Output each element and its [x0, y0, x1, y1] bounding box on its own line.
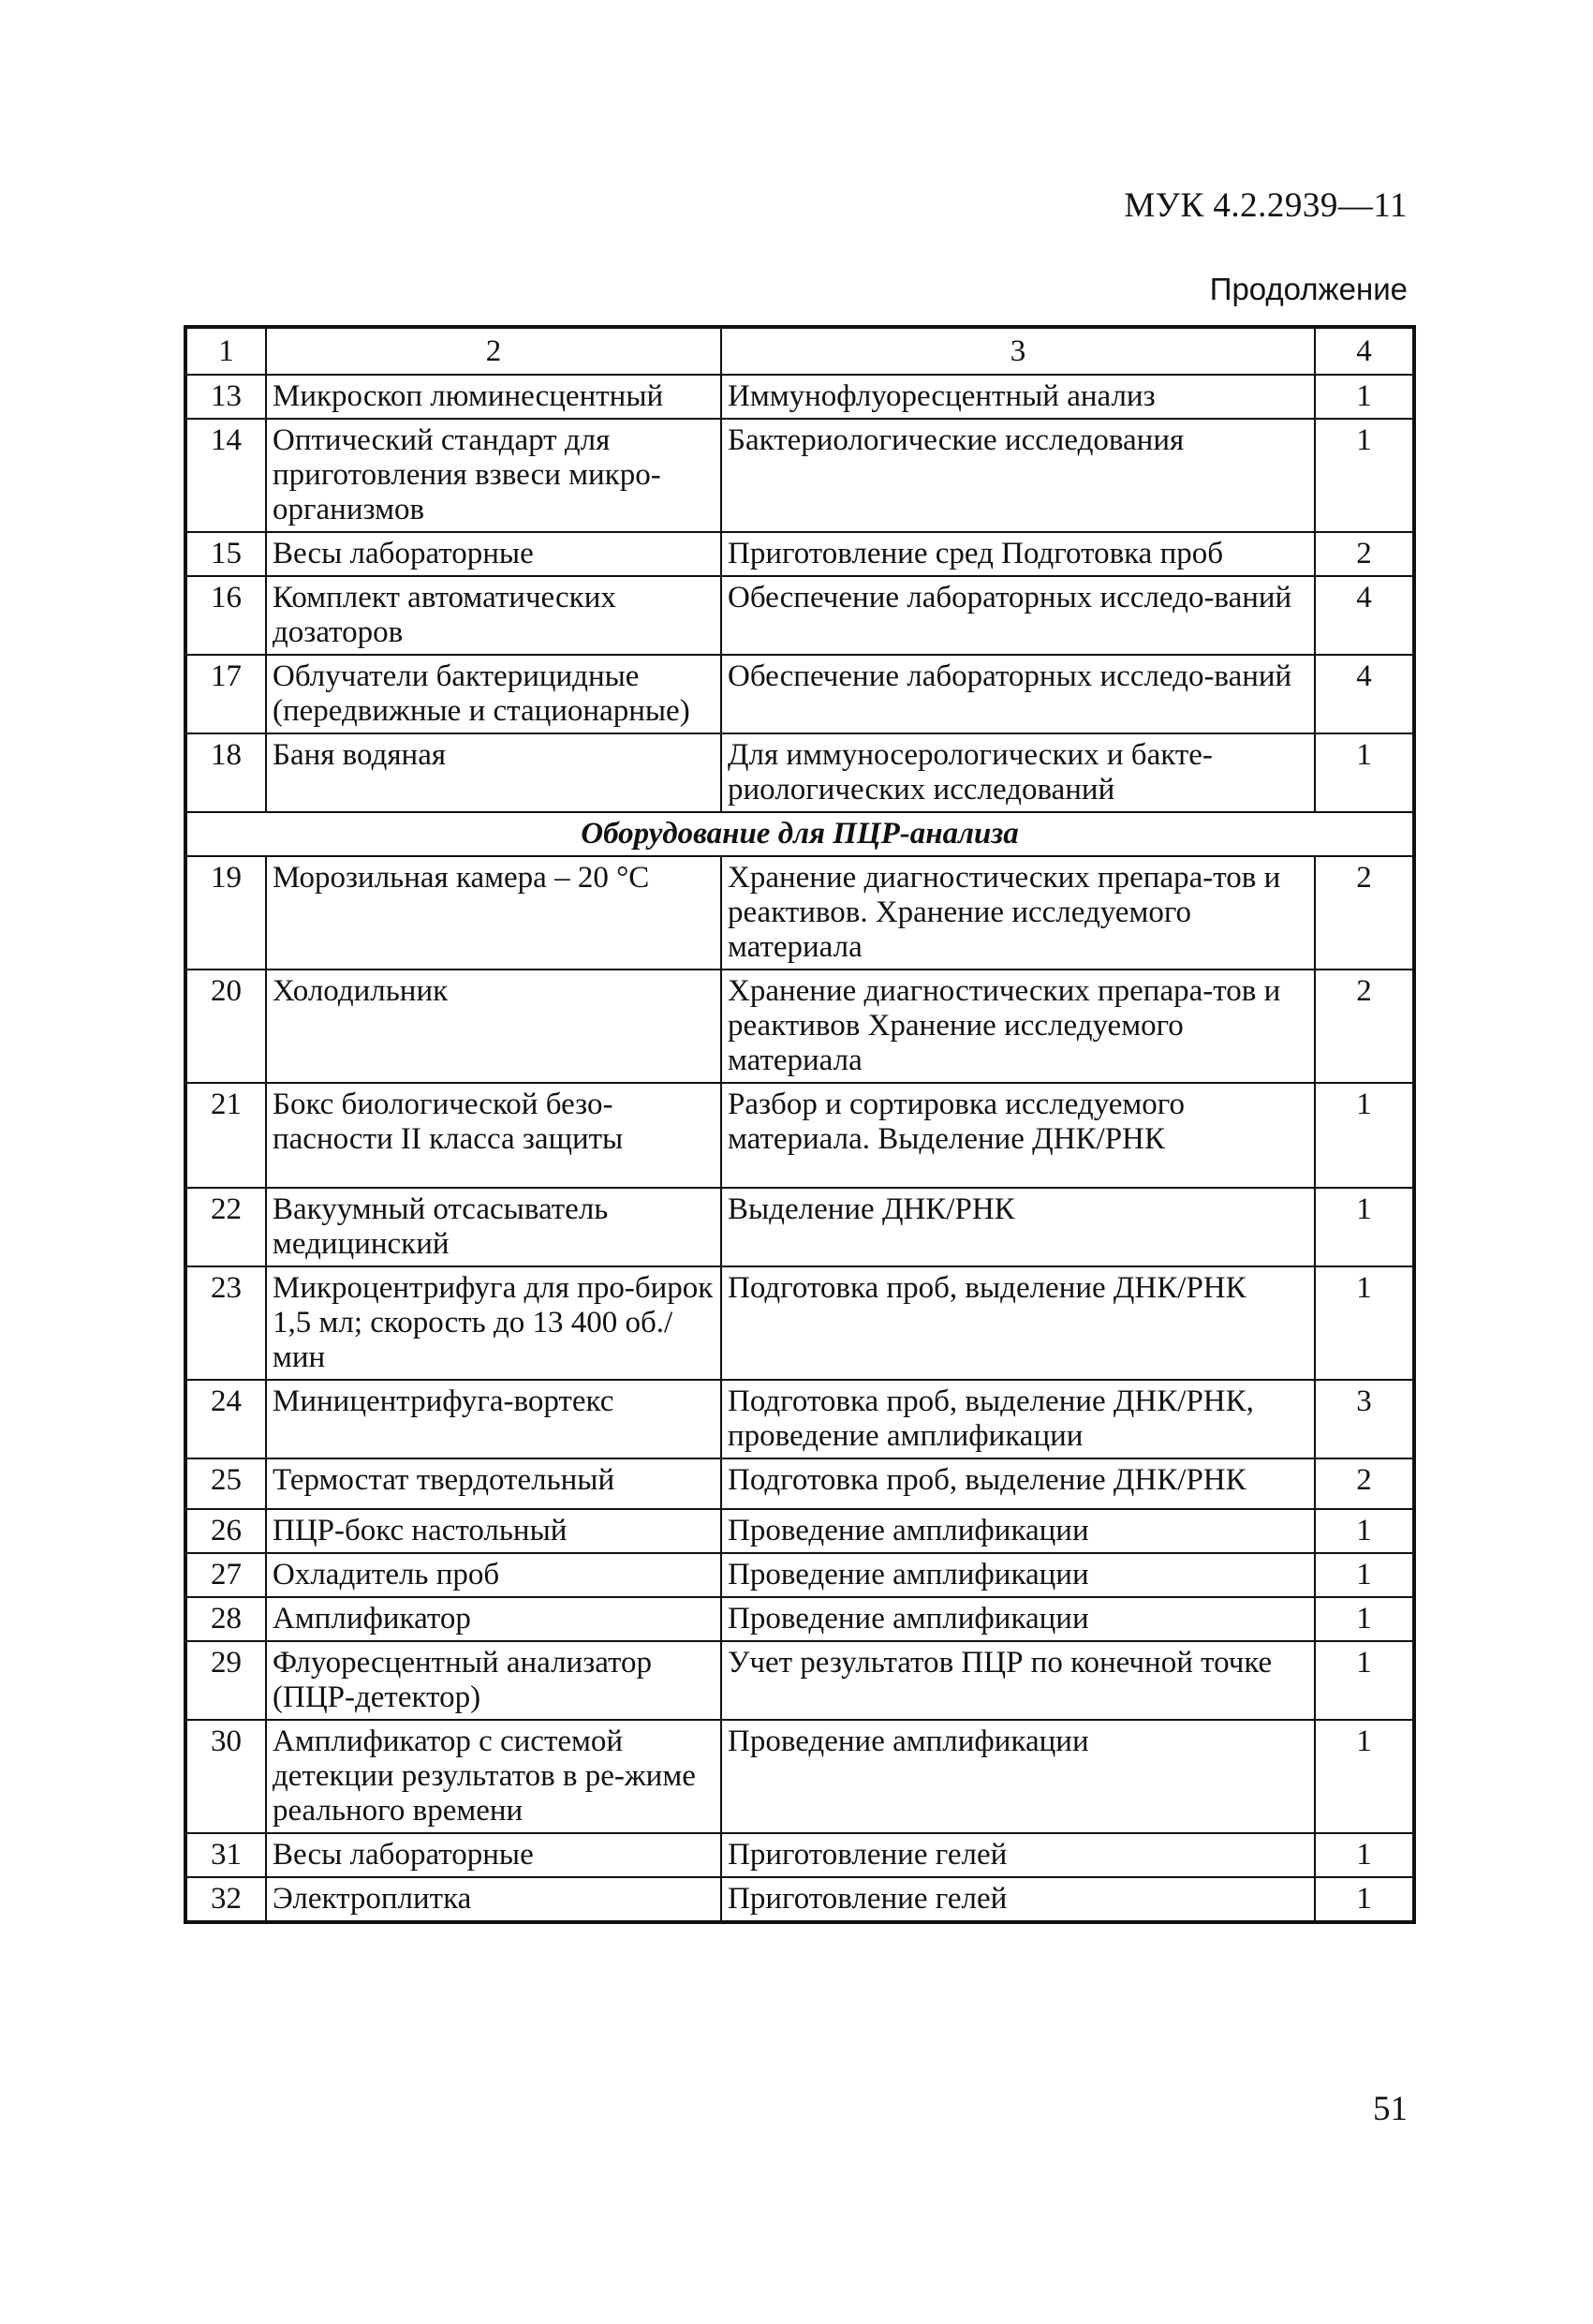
- equipment-purpose: Хранение диагностических препара-тов и реактивов. Хранение исследуемого материала: [721, 856, 1315, 970]
- section-title: Оборудование для ПЦР-анализа: [185, 812, 1414, 856]
- equipment-purpose: Разбор и сортировка исследуемого материала. Выделение ДНК/РНК: [721, 1083, 1315, 1188]
- table-row: [185, 419, 1414, 532]
- continuation-label: Продолжение: [1209, 272, 1408, 306]
- column-header: 2: [266, 327, 721, 375]
- table-row: [185, 733, 1414, 812]
- equipment-name: Флуоресцентный анализатор (ПЦР-детектор): [266, 1641, 721, 1720]
- equipment-quantity: 1: [1315, 1877, 1414, 1922]
- equipment-purpose: Для иммуносерологических и бакте-риологических исследований: [721, 733, 1315, 812]
- equipment-name: Весы лабораторные: [266, 1833, 721, 1877]
- row-number: 25: [185, 1458, 266, 1509]
- equipment-quantity: 1: [1315, 375, 1414, 419]
- equipment-purpose: Бактериологические исследования: [721, 419, 1315, 532]
- table-row: [185, 375, 1414, 419]
- row-number: 15: [185, 532, 266, 576]
- column-header: 1: [185, 327, 266, 375]
- row-number: 16: [185, 576, 266, 655]
- page-number: 51: [1373, 2090, 1408, 2128]
- equipment-name: Комплект автоматических дозаторов: [266, 576, 721, 655]
- table-row: [185, 1597, 1414, 1641]
- equipment-purpose: Иммунофлуоресцентный анализ: [721, 375, 1315, 419]
- table-row: [185, 1720, 1414, 1833]
- table-row: [185, 576, 1414, 655]
- equipment-quantity: 1: [1315, 1720, 1414, 1833]
- equipment-name: Термостат твердотельный: [266, 1458, 721, 1509]
- equipment-quantity: 4: [1315, 576, 1414, 655]
- row-number: 22: [185, 1188, 266, 1266]
- row-number: 29: [185, 1641, 266, 1720]
- table-header-row: [185, 327, 1414, 375]
- row-number: 21: [185, 1083, 266, 1188]
- equipment-name: Амплификатор: [266, 1597, 721, 1641]
- equipment-purpose: Проведение амплификации: [721, 1553, 1315, 1597]
- row-number: 26: [185, 1509, 266, 1553]
- equipment-quantity: 3: [1315, 1380, 1414, 1458]
- equipment-quantity: 1: [1315, 1641, 1414, 1720]
- table-row: [185, 1509, 1414, 1553]
- equipment-quantity: 1: [1315, 733, 1414, 812]
- equipment-purpose: Приготовление гелей: [721, 1877, 1315, 1922]
- equipment-name: Весы лабораторные: [266, 532, 721, 576]
- column-header: 4: [1315, 327, 1414, 375]
- equipment-name: Оптический стандарт для приготовления взвеси микро-организмов: [266, 419, 721, 532]
- equipment-quantity: 1: [1315, 1509, 1414, 1553]
- row-number: 13: [185, 375, 266, 419]
- equipment-name: ПЦР-бокс настольный: [266, 1509, 721, 1553]
- equipment-quantity: 1: [1315, 419, 1414, 532]
- equipment-quantity: 1: [1315, 1266, 1414, 1380]
- equipment-table: [184, 325, 1416, 1924]
- table-row: [185, 532, 1414, 576]
- equipment-quantity: 1: [1315, 1188, 1414, 1266]
- equipment-quantity: 2: [1315, 1458, 1414, 1509]
- row-number: 24: [185, 1380, 266, 1458]
- table-row: [185, 1188, 1414, 1266]
- equipment-name: Электроплитка: [266, 1877, 721, 1922]
- equipment-purpose: Подготовка проб, выделение ДНК/РНК, проведение амплификации: [721, 1380, 1315, 1458]
- table-row: [185, 1553, 1414, 1597]
- table-row: [185, 1266, 1414, 1380]
- equipment-name: Микроскоп люминесцентный: [266, 375, 721, 419]
- section-row: [185, 812, 1414, 856]
- table-row: [185, 655, 1414, 733]
- equipment-purpose: Подготовка проб, выделение ДНК/РНК: [721, 1458, 1315, 1509]
- equipment-name: Охладитель проб: [266, 1553, 721, 1597]
- equipment-quantity: 1: [1315, 1833, 1414, 1877]
- equipment-purpose: Приготовление гелей: [721, 1833, 1315, 1877]
- table-row: [185, 1641, 1414, 1720]
- equipment-quantity: 1: [1315, 1597, 1414, 1641]
- row-number: 20: [185, 970, 266, 1083]
- row-number: 23: [185, 1266, 266, 1380]
- equipment-purpose: Выделение ДНК/РНК: [721, 1188, 1315, 1266]
- row-number: 19: [185, 856, 266, 970]
- row-number: 32: [185, 1877, 266, 1922]
- row-number: 30: [185, 1720, 266, 1833]
- equipment-purpose: Приготовление сред Подготовка проб: [721, 532, 1315, 576]
- row-number: 31: [185, 1833, 266, 1877]
- row-number: 28: [185, 1597, 266, 1641]
- row-number: 27: [185, 1553, 266, 1597]
- equipment-quantity: 4: [1315, 655, 1414, 733]
- row-number: 18: [185, 733, 266, 812]
- equipment-name: Вакуумный отсасыватель медицинский: [266, 1188, 721, 1266]
- equipment-quantity: 2: [1315, 532, 1414, 576]
- equipment-purpose: Проведение амплификации: [721, 1597, 1315, 1641]
- equipment-purpose: Учет результатов ПЦР по конечной точке: [721, 1641, 1315, 1720]
- table-row: [185, 970, 1414, 1083]
- table-row: [185, 856, 1414, 970]
- equipment-purpose: Обеспечение лабораторных исследо-ваний: [721, 576, 1315, 655]
- equipment-quantity: 1: [1315, 1083, 1414, 1188]
- equipment-purpose: Проведение амплификации: [721, 1720, 1315, 1833]
- equipment-quantity: 1: [1315, 1553, 1414, 1597]
- table-row: [185, 1083, 1414, 1188]
- table-row: [185, 1877, 1414, 1922]
- equipment-purpose: Проведение амплификации: [721, 1509, 1315, 1553]
- equipment-name: Амплификатор с системой детекции результатов в ре-жиме реального времени: [266, 1720, 721, 1833]
- equipment-name: Миницентрифуга-вортекс: [266, 1380, 721, 1458]
- equipment-name: Холодильник: [266, 970, 721, 1083]
- equipment-name: Облучатели бактерицидные (передвижные и стационарные): [266, 655, 721, 733]
- equipment-quantity: 2: [1315, 970, 1414, 1083]
- equipment-purpose: Хранение диагностических препара-тов и реактивов Хранение исследуемого материала: [721, 970, 1315, 1083]
- table-row: [185, 1458, 1414, 1509]
- equipment-name: Бокс биологической безо-пасности II класса защиты: [266, 1083, 721, 1188]
- equipment-quantity: 2: [1315, 856, 1414, 970]
- equipment-purpose: Обеспечение лабораторных исследо-ваний: [721, 655, 1315, 733]
- table-row: [185, 1833, 1414, 1877]
- column-header: 3: [721, 327, 1315, 375]
- document-code: МУК 4.2.2939—11: [1124, 186, 1408, 225]
- equipment-purpose: Подготовка проб, выделение ДНК/РНК: [721, 1266, 1315, 1380]
- equipment-name: Микроцентрифуга для про-бирок 1,5 мл; скорость до 13 400 об./мин: [266, 1266, 721, 1380]
- equipment-name: Баня водяная: [266, 733, 721, 812]
- row-number: 17: [185, 655, 266, 733]
- equipment-name: Морозильная камера – 20 °С: [266, 856, 721, 970]
- equipment-table-body: [185, 327, 1414, 1922]
- row-number: 14: [185, 419, 266, 532]
- table-row: [185, 1380, 1414, 1458]
